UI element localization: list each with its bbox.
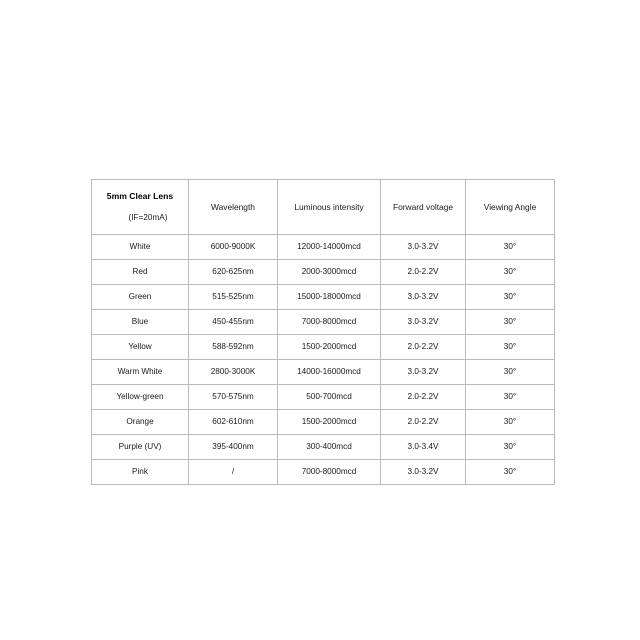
- table-row: [92, 360, 555, 385]
- header-cell-viewing-angle: [466, 180, 555, 235]
- cell-luminous-intensity: 7000-8000mcd: [278, 310, 381, 335]
- header-cell-luminous-intensity: [278, 180, 381, 235]
- cell-color-name: Red: [92, 260, 189, 285]
- cell-viewing-angle: 30°: [466, 385, 555, 410]
- cell-color-name: Warm White: [92, 360, 189, 385]
- cell-color-name: White: [92, 235, 189, 260]
- cell-viewing-angle: 30°: [466, 335, 555, 360]
- table-header-row: [92, 180, 555, 235]
- cell-forward-voltage: 3.0-3.2V: [381, 310, 466, 335]
- cell-viewing-angle: 30°: [466, 310, 555, 335]
- cell-luminous-intensity: 300-400mcd: [278, 435, 381, 460]
- cell-forward-voltage: 3.0-3.2V: [381, 235, 466, 260]
- cell-viewing-angle: 30°: [466, 410, 555, 435]
- cell-luminous-intensity: 14000-16000mcd: [278, 360, 381, 385]
- cell-luminous-intensity: 500-700mcd: [278, 385, 381, 410]
- cell-forward-voltage: 3.0-3.2V: [381, 285, 466, 310]
- cell-viewing-angle: 30°: [466, 435, 555, 460]
- header-cell-wavelength: [189, 180, 278, 235]
- cell-color-name: Purple (UV): [92, 435, 189, 460]
- header-title-lens: 5mm Clear Lens: [106, 191, 174, 201]
- table-row: [92, 410, 555, 435]
- cell-forward-voltage: 2.0-2.2V: [381, 260, 466, 285]
- cell-viewing-angle: 30°: [466, 460, 555, 485]
- cell-forward-voltage: 3.0-3.2V: [381, 460, 466, 485]
- cell-forward-voltage: 2.0-2.2V: [381, 335, 466, 360]
- table-row: [92, 335, 555, 360]
- cell-color-name: Green: [92, 285, 189, 310]
- header-label-luminous-intensity: Luminous intensity: [294, 201, 364, 212]
- cell-color-name: Orange: [92, 410, 189, 435]
- cell-wavelength: 450-455nm: [189, 310, 278, 335]
- cell-wavelength: 395-400nm: [189, 435, 278, 460]
- header-label-forward-voltage: Forward voltage: [392, 201, 454, 212]
- cell-wavelength: 620-625nm: [189, 260, 278, 285]
- cell-luminous-intensity: 1500-2000mcd: [278, 410, 381, 435]
- cell-luminous-intensity: 7000-8000mcd: [278, 460, 381, 485]
- cell-color-name: Yellow-green: [92, 385, 189, 410]
- cell-forward-voltage: 3.0-3.2V: [381, 360, 466, 385]
- cell-luminous-intensity: 12000-14000mcd: [278, 235, 381, 260]
- cell-forward-voltage: 2.0-2.2V: [381, 385, 466, 410]
- cell-forward-voltage: 2.0-2.2V: [381, 410, 466, 435]
- table-row: [92, 460, 555, 485]
- cell-wavelength: 588-592nm: [189, 335, 278, 360]
- cell-viewing-angle: 30°: [466, 235, 555, 260]
- cell-luminous-intensity: 15000-18000mcd: [278, 285, 381, 310]
- header-cell-forward-voltage: [381, 180, 466, 235]
- cell-luminous-intensity: 1500-2000mcd: [278, 335, 381, 360]
- table-row: [92, 285, 555, 310]
- cell-viewing-angle: 30°: [466, 360, 555, 385]
- cell-wavelength: 515-525nm: [189, 285, 278, 310]
- table-row: [92, 385, 555, 410]
- cell-forward-voltage: 3.0-3.4V: [381, 435, 466, 460]
- cell-wavelength: /: [189, 460, 278, 485]
- header-label-wavelength: Wavelength: [211, 201, 255, 212]
- table-row: [92, 260, 555, 285]
- header-subtitle-current: (IF=20mA): [128, 212, 168, 222]
- cell-viewing-angle: 30°: [466, 285, 555, 310]
- table-row: [92, 435, 555, 460]
- cell-wavelength: 602-610nm: [189, 410, 278, 435]
- table-row: [92, 235, 555, 260]
- table-row: [92, 310, 555, 335]
- cell-viewing-angle: 30°: [466, 260, 555, 285]
- cell-color-name: Yellow: [92, 335, 189, 360]
- led-specification-table-container: [91, 179, 549, 485]
- cell-luminous-intensity: 2000-3000mcd: [278, 260, 381, 285]
- header-cell-lens-type: [92, 180, 189, 235]
- led-specification-table: [91, 179, 555, 485]
- cell-wavelength: 2800-3000K: [189, 360, 278, 385]
- cell-wavelength: 570-575nm: [189, 385, 278, 410]
- cell-color-name: Blue: [92, 310, 189, 335]
- cell-color-name: Pink: [92, 460, 189, 485]
- cell-wavelength: 6000-9000K: [189, 235, 278, 260]
- header-label-viewing-angle: Viewing Angle: [483, 201, 537, 212]
